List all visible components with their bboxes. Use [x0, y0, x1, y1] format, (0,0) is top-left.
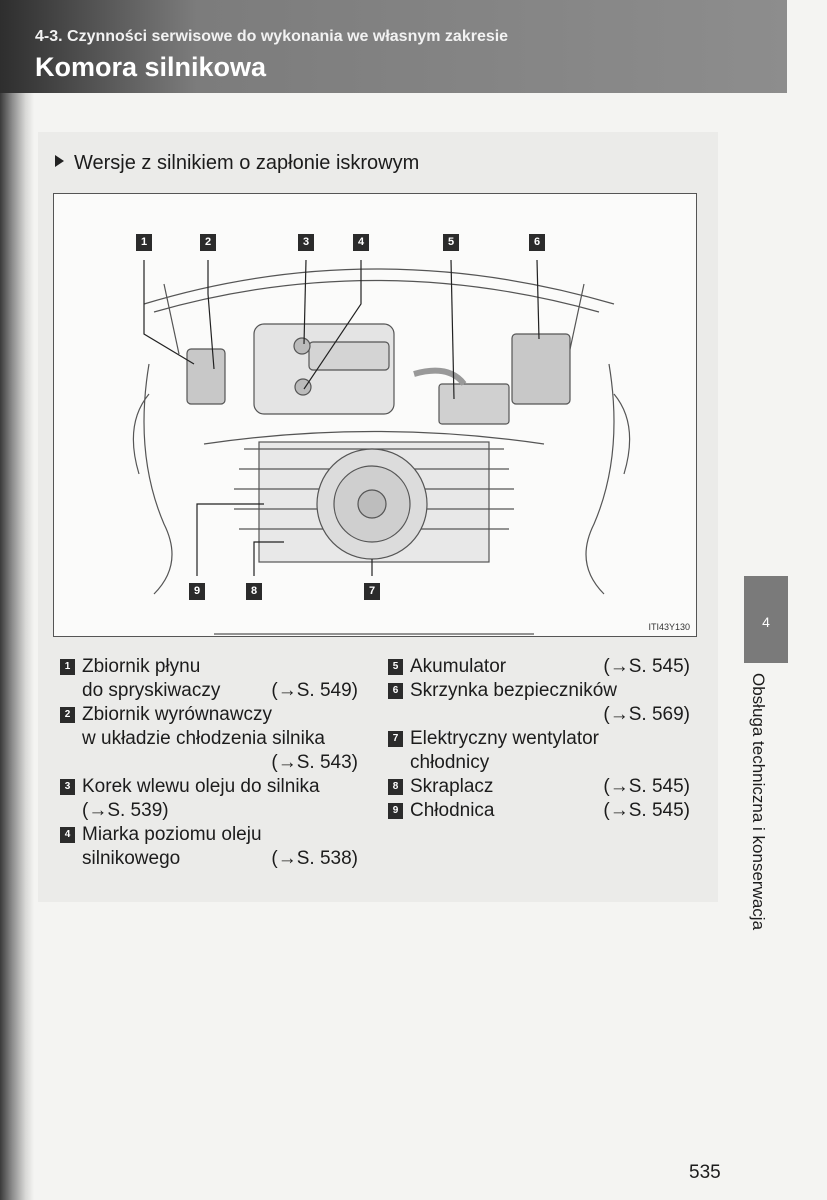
legend-right-column	[386, 655, 690, 823]
legend-page-ref: (→S. 545)	[603, 776, 690, 797]
legend-text: Zbiornik wyrównawczy	[82, 704, 273, 725]
variant-heading-text: Wersje z silnikiem o zapłonie iskrowym	[74, 152, 420, 174]
engine-bay-figure	[53, 193, 697, 637]
legend-text: Akumulator	[410, 656, 507, 677]
callout-1: 1	[136, 234, 152, 251]
legend-page-ref: (→S. 569)	[603, 704, 690, 725]
legend-item	[58, 655, 358, 703]
callout-4: 4	[353, 234, 369, 251]
triangle-bullet-icon	[55, 155, 64, 167]
legend-number: 7	[388, 731, 403, 747]
legend-item	[386, 727, 690, 775]
callout-3: 3	[298, 234, 314, 251]
callout-9: 9	[189, 583, 205, 600]
legend-number: 2	[60, 707, 75, 723]
legend-text: silnikowego	[82, 848, 181, 869]
chapter-title-text: Obsługa techniczna i konserwacja	[749, 673, 768, 931]
legend-number: 6	[388, 683, 403, 699]
legend-left-column	[58, 655, 358, 871]
legend-page-ref: (→S. 543)	[271, 752, 358, 773]
legend-item	[58, 703, 358, 775]
legend-item	[386, 799, 690, 823]
legend-text: Korek wlewu oleju do silnika	[82, 776, 320, 797]
callout-7: 7	[364, 583, 380, 600]
page-header	[0, 0, 787, 93]
legend-item	[386, 655, 690, 679]
legend-number: 5	[388, 659, 403, 675]
legend-page-ref: (→S. 549)	[271, 680, 358, 701]
page-spine-shadow	[0, 0, 34, 1200]
variant-heading	[55, 152, 419, 175]
legend-item	[386, 679, 690, 727]
chapter-tab	[744, 576, 788, 663]
legend-text: Chłodnica	[410, 800, 495, 821]
figure-code: ITI43Y130	[648, 622, 690, 632]
legend-item	[58, 775, 358, 823]
page-number: 535	[689, 1162, 721, 1183]
legend-page-ref: (→S. 539)	[82, 800, 169, 821]
legend-page-ref: (→S. 545)	[603, 800, 690, 821]
legend-number: 4	[60, 827, 75, 843]
legend-number: 3	[60, 779, 75, 795]
legend-page-ref: (→S. 545)	[603, 656, 690, 677]
legend-number: 9	[388, 803, 403, 819]
callout-6: 6	[529, 234, 545, 251]
legend-number: 1	[60, 659, 75, 675]
legend-text: Zbiornik płynu	[82, 656, 201, 677]
chapter-number: 4	[762, 614, 770, 630]
section-subtitle: 4-3. Czynności serwisowe do wykonania we własnym zakresie	[35, 28, 509, 45]
callout-5: 5	[443, 234, 459, 251]
engine-bay-illustration	[54, 194, 698, 638]
legend-text: do spryskiwaczy	[82, 680, 221, 701]
legend-text: Elektryczny wentylator	[410, 728, 600, 749]
legend-text: Miarka poziomu oleju	[82, 824, 262, 845]
legend-text: Skraplacz	[410, 776, 494, 797]
legend-text: chłodnicy	[410, 752, 490, 773]
legend-item	[386, 775, 690, 799]
page-title: Komora silnikowa	[35, 52, 267, 82]
legend-page-ref: (→S. 538)	[271, 848, 358, 869]
legend-text: w układzie chłodzenia silnika	[82, 728, 325, 749]
legend-text: Skrzynka bezpieczników	[410, 680, 617, 701]
legend-number: 8	[388, 779, 403, 795]
callout-8: 8	[246, 583, 262, 600]
chapter-side-title	[738, 673, 778, 973]
callout-2: 2	[200, 234, 216, 251]
legend-item	[58, 823, 358, 871]
